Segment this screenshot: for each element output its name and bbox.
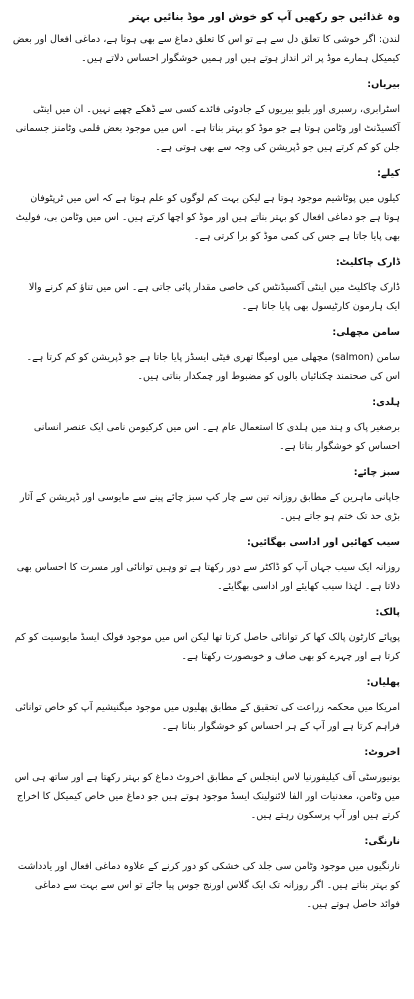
section-body-apples: روزانہ ایک سیب جہاں آپ کو ڈاکٹر سے دور رکھتا ہے تو وہیں توانائی اور مسرت کا احساس بھی دلاتا ہے۔ لہٰذا سیب کھایئے اور اداسی بھگایئے۔ bbox=[16, 562, 400, 592]
section-body-green-tea: جاپانی ماہرین کے مطابق روزانہ تین سے چار کپ سبز چائے پینے سے مایوسی اور ڈپریشن کے آثار بڑی حد تک ختم ہو جاتے ہیں۔ bbox=[19, 492, 400, 522]
section-heading-bananas: کیلے: bbox=[377, 168, 400, 179]
section-heading-oranges: نارنگی: bbox=[364, 836, 400, 847]
intro-paragraph: لندن: اگر خوشی کا تعلق دل سے ہے تو اس کا تعلق دماغ سے بھی ہوتا ہے، دماغی افعال اور بعض کیمیکل ہمارے موڈ پر اثر انداز ہوتے ہیں اور ہمیں خوشگوار احساس دلاتے ہیں۔ bbox=[12, 34, 400, 64]
section-heading-berries: بیریاں: bbox=[367, 79, 400, 90]
section-body-oranges: نارنگیوں میں موجود وٹامن سی جلد کی خشکی کو دور کرنے کے علاوہ دماغی افعال اور یادداشت کو بہتر بناتے ہیں۔ اگر روزانہ تک ایک گلاس اورنج جوس پیا جائے تو اس سے بہت سے دماغی فوائد حاصل ہوتے ہیں۔ bbox=[17, 861, 400, 910]
section-heading-spinach: پالک: bbox=[375, 607, 400, 618]
section-heading-beans: پھلیاں: bbox=[366, 677, 400, 688]
section-body-berries: اسٹرابری، رسبری اور بلیو بیریوں کے جادوئی فائدے کسی سے ڈھکے چھپے نہیں۔ ان میں اینٹی آکسیڈنٹ اور وٹامن ہوتا ہے جو موڈ کو بہتر بناتا ہے۔ اس میں موجود بعض قلمی وٹامنز جسمانی جلن کو کم کرتے ہیں جو ڈپریشن کی وجہ سے بھی ہوتی ہے۔ bbox=[15, 104, 400, 153]
section-heading-apples: سیب کھائیں اور اداسی بھگائیں: bbox=[246, 537, 400, 548]
article-title: وہ غذائیں جو رکھیں آپ کو خوش اور موڈ بنائیں بہتر bbox=[129, 11, 400, 23]
section-body-spinach: پوپائے کارٹون پالک کھا کر توانائی حاصل کرتا تھا لیکن اس میں موجود فولک ایسڈ مایوسیت کو کم کرتا ہے اور چہرے کو بھی صاف و خوبصورت رکھتا ہے۔ bbox=[14, 632, 400, 662]
section-body-turmeric: برصغیر پاک و ہند میں ہلدی کا استعمال عام ہے۔ اس میں کرکیومن نامی ایک عنصر انسانی احساس کو خوشگوار بناتا ہے۔ bbox=[33, 422, 400, 452]
section-body-salmon: سامن (salmon) مچھلی میں اومیگا تھری فیٹی ایسڈز پایا جاتا ہے جو ڈپریشن کو کم کرتا ہے۔ اس کی صحتمند چکنائیاں بالوں کو مضبوط اور چمکدار بناتی ہیں۔ bbox=[26, 352, 400, 382]
section-heading-salmon: سامن مچھلی: bbox=[332, 327, 400, 338]
section-heading-walnuts: اخروٹ: bbox=[364, 747, 400, 758]
section-heading-green-tea: سبز چائے: bbox=[353, 467, 400, 478]
section-body-bananas: کیلوں میں پوٹاشیم موجود ہوتا ہے لیکن بہت کم لوگوں کو علم ہوتا ہے کہ اس میں ٹرپٹوفان ہوتا ہے جو دماغی افعال کو بہتر بناتے ہیں اور موڈ کو اچھا کرتے ہیں۔ اس میں وٹامن بی، فولیٹ بھی پایا جاتا ہے جس کی کمی موڈ کو برا کرتی ہے۔ bbox=[15, 193, 400, 242]
section-body-walnuts: یونیورسٹی آف کیلیفورنیا لاس اینجلس کے مطابق اخروٹ دماغ کو بہتر رکھتا ہے اور ساتھ ہی اس میں وٹامن، معدنیات اور الفا لائنولینک ایسڈ موجود ہوتے ہیں جو دماغ میں خاص کیمیکل کا اخراج کرتے ہیں اور آپ پرسکون رہتے ہیں۔ bbox=[14, 772, 400, 821]
section-body-dark-chocolate: ڈارک چاکلیٹ میں اینٹی آکسیڈنٹس کی خاصی مقدار پائی جاتی ہے۔ اس میں تناؤ کم کرنے والا ایک ہارمون کارٹیسول بھی پایا جاتا ہے۔ bbox=[28, 282, 400, 312]
section-heading-turmeric: ہلدی: bbox=[372, 397, 400, 408]
section-body-beans: امریکا میں محکمہ زراعت کی تحقیق کے مطابق پھلیوں میں موجود میگنیشیم آپ کو خاص توانائی فراہم کرتا ہے اور آپ کے ہر احساس کو خوشگوار بناتا ہے۔ bbox=[15, 702, 400, 732]
section-heading-dark-chocolate: ڈارک چاکلیٹ: bbox=[335, 257, 400, 268]
